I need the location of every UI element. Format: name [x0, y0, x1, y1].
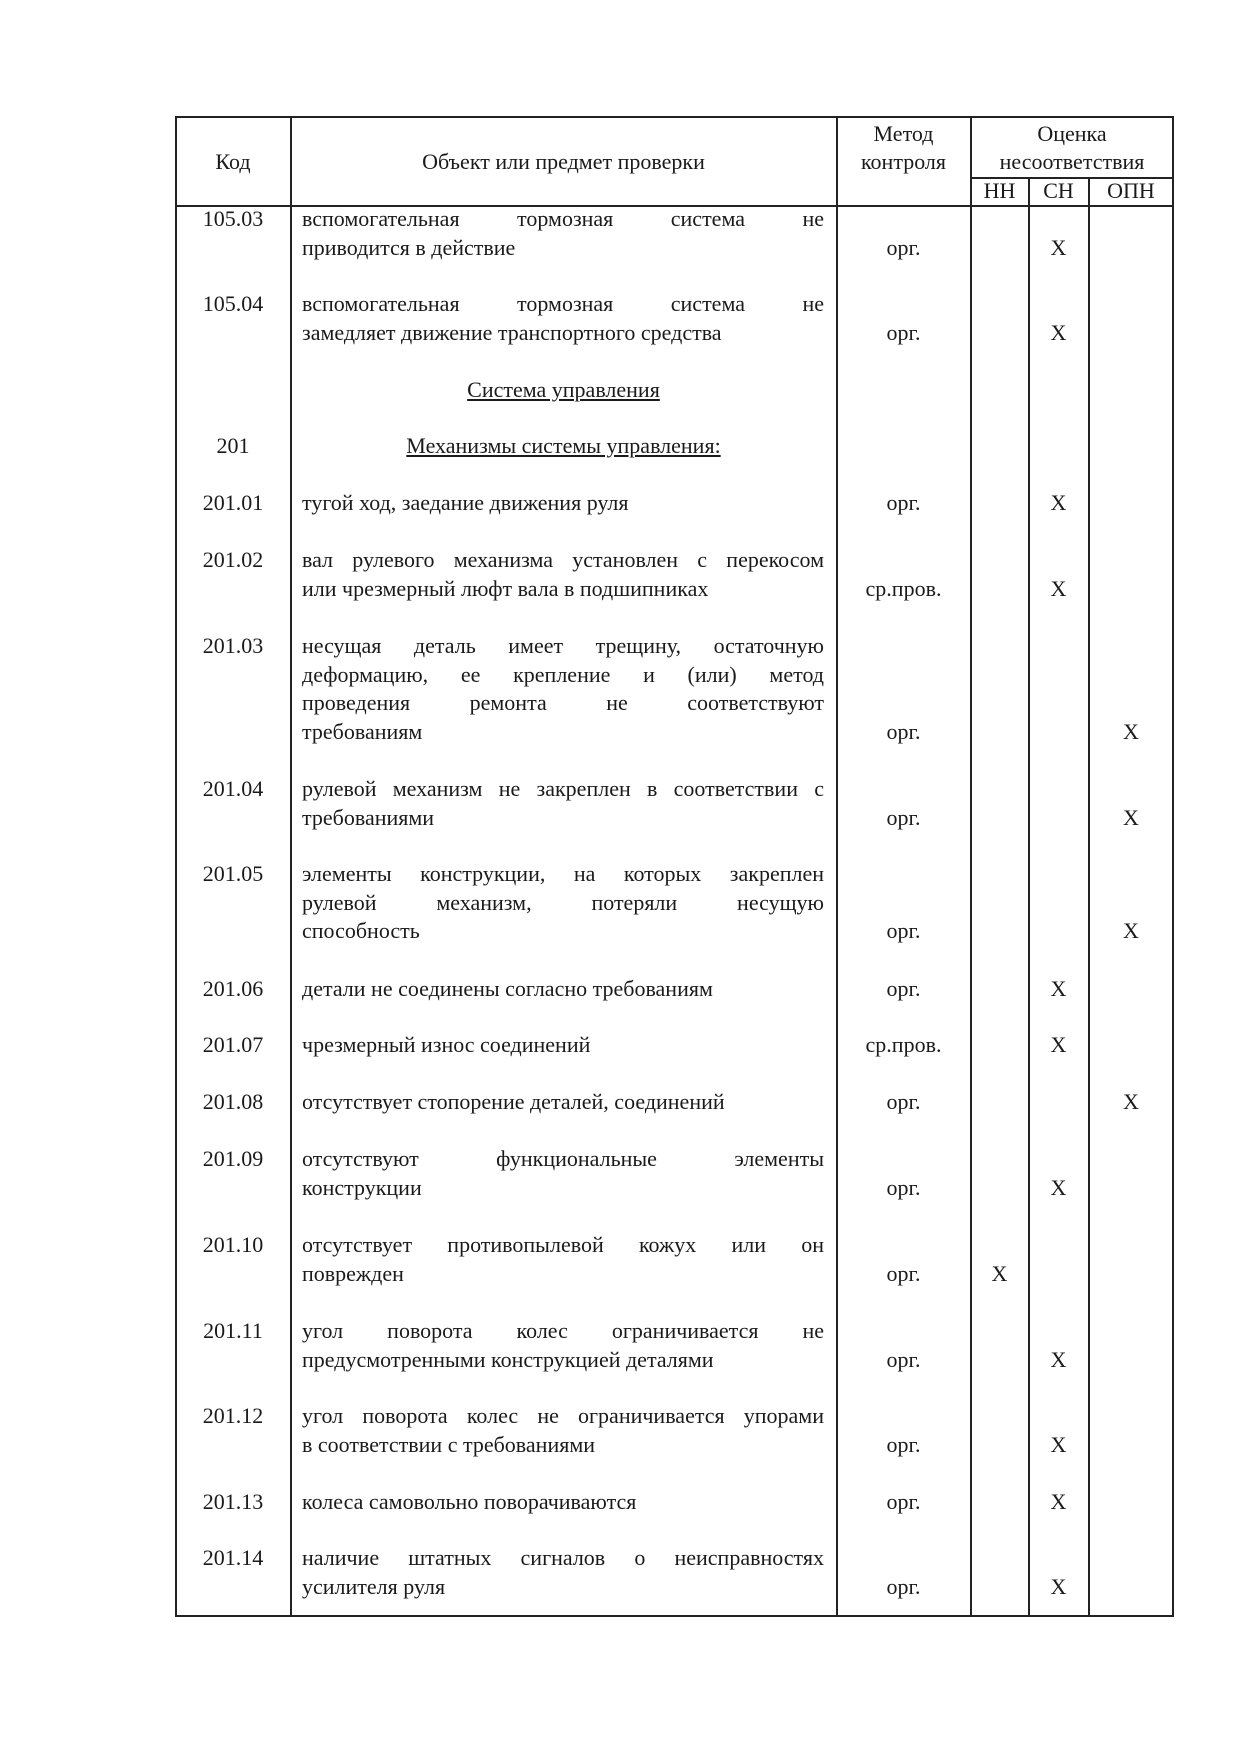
row-description — [302, 775, 824, 832]
description-line: рулевой механизм, потеряли несущую — [302, 889, 824, 915]
mark-nn: X — [991, 1260, 1008, 1286]
description-line: отсутствует стопорение деталей, соединений — [302, 1089, 725, 1114]
header-nn: НН — [983, 178, 1016, 203]
table-bottom-border — [175, 1615, 1174, 1617]
mark-sn: X — [1050, 234, 1067, 260]
description-line: вал рулевого механизма установлен с перекосом — [302, 547, 824, 572]
description-line: в соответствии с требованиями — [302, 1431, 596, 1457]
description-line: поврежден — [302, 1260, 404, 1286]
header-opn: ОПН — [1107, 178, 1155, 203]
method-column-divider — [970, 116, 972, 1617]
group-title: Механизмы системы управления: — [406, 433, 721, 458]
row-description — [302, 290, 824, 347]
description-line: отсутствуют функциональные элементы — [302, 1146, 824, 1171]
mark-opn: X — [1123, 718, 1139, 744]
mark-sn: X — [1050, 1346, 1067, 1372]
row-code: 105.04 — [202, 291, 264, 316]
mark-opn: X — [1123, 918, 1139, 943]
description-line: проведения ремонта не соответствуют — [302, 690, 824, 715]
section-title: Система управления — [467, 377, 660, 402]
table-top-border — [175, 116, 1174, 118]
mark-sn: X — [1050, 1431, 1067, 1457]
mark-opn: X — [1123, 1089, 1139, 1114]
mark-sn: X — [1050, 1573, 1067, 1599]
row-code: 201.05 — [202, 861, 264, 886]
header-code: Код — [215, 149, 251, 174]
description-line: рулевой механизм не закреплен в соответствии с — [302, 776, 824, 801]
row-description — [302, 632, 824, 746]
sn-column-divider — [1088, 177, 1090, 1617]
row-description — [302, 1145, 824, 1202]
header-object: Объект или предмет проверки — [422, 149, 705, 174]
header-sn: СН — [1043, 178, 1074, 203]
description-line: требованиям — [302, 718, 423, 744]
row-code: 201.06 — [202, 976, 264, 1001]
row-method: орг. — [886, 319, 921, 345]
row-code: 201.09 — [202, 1146, 264, 1171]
row-code: 201.13 — [202, 1489, 264, 1514]
mark-opn: X — [1123, 804, 1139, 830]
description-line: предусмотренными конструкцией деталями — [302, 1346, 714, 1372]
code-column-divider — [290, 116, 292, 1617]
description-line: или чрезмерный люфт вала в подшипниках — [302, 575, 709, 601]
row-method: ср.пров. — [865, 1032, 942, 1057]
row-method: орг. — [886, 1260, 921, 1286]
row-code: 201.01 — [202, 490, 264, 515]
description-line: усилителя руля — [302, 1573, 446, 1599]
mark-sn: X — [1050, 1174, 1067, 1200]
header-assessment-line2: несоответствия — [999, 149, 1145, 174]
header-method-line1: Метод — [873, 121, 934, 146]
description-line: детали не соединены согласно требованиям — [302, 976, 713, 1001]
table-right-border — [1172, 116, 1174, 1617]
description-line: приводится в действие — [302, 234, 516, 260]
row-method: орг. — [886, 490, 921, 515]
row-method: орг. — [886, 1431, 921, 1457]
row-code: 201.02 — [202, 547, 264, 572]
row-code: 201.07 — [202, 1032, 264, 1057]
row-method: орг. — [886, 1346, 921, 1372]
mark-sn: X — [1050, 575, 1067, 601]
row-method: орг. — [886, 1489, 921, 1514]
group-code: 201 — [216, 433, 250, 458]
mark-sn: X — [1050, 319, 1067, 345]
row-description — [302, 1402, 824, 1459]
row-code: 201.12 — [202, 1403, 264, 1428]
row-method: орг. — [886, 918, 921, 943]
row-description — [302, 1088, 824, 1117]
mark-sn: X — [1050, 490, 1067, 515]
nn-column-divider — [1028, 177, 1030, 1617]
description-line: вспомогательная тормозная система не — [302, 206, 824, 231]
mark-sn: X — [1050, 1032, 1067, 1057]
description-line: вспомогательная тормозная система не — [302, 291, 824, 316]
description-line: колеса самовольно поворачиваются — [302, 1489, 637, 1514]
row-description — [302, 1031, 824, 1060]
row-description — [302, 975, 824, 1004]
row-code: 201.04 — [202, 776, 264, 801]
row-method: орг. — [886, 1089, 921, 1114]
row-method: орг. — [886, 804, 921, 830]
description-line: угол поворота колес ограничивается не — [302, 1318, 824, 1343]
mark-sn: X — [1050, 976, 1067, 1001]
description-line: наличие штатных сигналов о неисправностях — [302, 1545, 824, 1570]
description-line: чрезмерный износ соединений — [302, 1032, 591, 1057]
row-description — [302, 546, 824, 603]
row-method: орг. — [886, 1573, 921, 1599]
row-code: 201.10 — [202, 1232, 264, 1257]
row-code: 201.14 — [202, 1545, 264, 1570]
row-description — [302, 860, 824, 946]
row-method: ср.пров. — [865, 575, 942, 601]
row-description — [302, 1231, 824, 1288]
description-line: замедляет движение транспортного средства — [302, 319, 722, 345]
row-method: орг. — [886, 976, 921, 1001]
row-method: орг. — [886, 1174, 921, 1200]
header-method-line2: контроля — [860, 149, 947, 174]
mark-sn: X — [1050, 1489, 1067, 1514]
row-method: орг. — [886, 234, 921, 260]
row-description — [302, 205, 824, 262]
description-line: угол поворота колес не ограничивается упорами — [302, 1403, 824, 1428]
description-line: отсутствует противопылевой кожух или он — [302, 1232, 824, 1257]
row-description — [302, 1488, 824, 1517]
description-line: конструкции — [302, 1174, 422, 1200]
row-method: орг. — [886, 718, 921, 744]
description-line: требованиями — [302, 804, 435, 830]
row-description — [302, 489, 824, 518]
row-code: 201.08 — [202, 1089, 264, 1114]
header-assessment-line1: Оценка — [1037, 121, 1107, 146]
row-code: 105.03 — [202, 206, 264, 231]
row-code: 201.11 — [203, 1318, 263, 1343]
description-line: несущая деталь имеет трещину, остаточную — [302, 633, 824, 658]
description-line: способность — [302, 918, 420, 943]
description-line: деформацию, ее крепление и (или) метод — [302, 661, 824, 687]
description-line: тугой ход, заедание движения руля — [302, 490, 629, 515]
row-description — [302, 1544, 824, 1601]
row-description — [302, 1317, 824, 1374]
row-code: 201.03 — [202, 633, 264, 658]
description-line: элементы конструкции, на которых закреплен — [302, 861, 824, 886]
